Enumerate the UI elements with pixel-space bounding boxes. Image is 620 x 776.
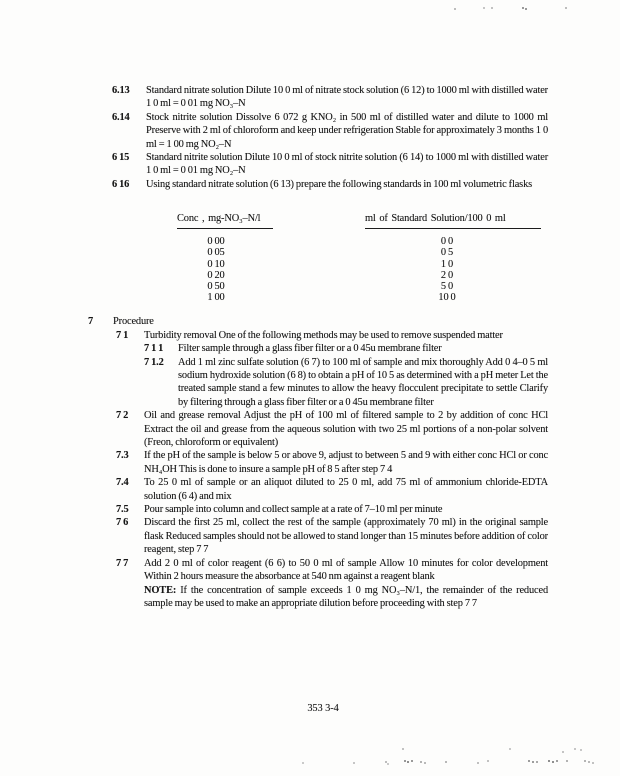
section-number: 7 <box>88 316 94 328</box>
table-col2-header: ml of Standard Solution/100 0 ml <box>365 212 541 229</box>
item-text <box>144 558 548 609</box>
scan-noise-bottom <box>0 0 2 2</box>
item-text: Turbidity removal One of the following methods may be used to remove suspended matter <box>144 329 503 341</box>
list-item <box>116 476 548 503</box>
list-item <box>112 84 548 111</box>
table-cell: 5 0 <box>440 281 454 292</box>
table-column-conc <box>177 212 273 303</box>
item-text-before-note: Add 2 0 ml of color reagent (6 6) to 50 0 ml of sample Allow 10 minutes for color development Within 2 hours measure the absorbance at 540 nm against a reagent blank <box>144 557 548 583</box>
list-item <box>112 111 548 151</box>
list-item <box>116 557 548 611</box>
item-text: Oil and grease removal Adjust the pH of 100 ml of filtered sample to 2 by addition of conc HCl Extract the oil and grease from the aqueous solution with two 25 ml portions of a non-polar solvent (Freon, chloroform or equivalent) <box>144 410 548 449</box>
item-text: Standard nitrite solution Dilute 10 0 ml of stock nitrite solution (6 14) to 1000 ml with distilled water 1 0 ml = 0 01 mg NO₂–N <box>146 152 548 177</box>
table-cell: 10 0 <box>438 292 456 304</box>
list-item <box>116 503 548 516</box>
table-cell: 0 5 <box>440 247 454 259</box>
item-number: 7.3 <box>116 450 129 462</box>
item-text: Standard nitrate solution Dilute 10 0 ml of nitrate stock solution (6 12) to 1000 ml with distilled water 1 0 ml = 0 01 mg NO₃–N <box>146 85 548 110</box>
table-cell: 1 00 <box>207 292 225 304</box>
section-title: Procedure <box>113 316 154 328</box>
table-cell: 0 10 <box>207 258 225 270</box>
table-cell: 1 0 <box>440 258 454 270</box>
item-text: Pour sample into column and collect sample at a rate of 7–10 ml per minute <box>144 504 443 516</box>
list-item <box>112 178 548 191</box>
table-cell: 0 05 <box>207 247 225 259</box>
table-cell: 0 50 <box>207 281 225 292</box>
item-number: 6 16 <box>112 178 130 190</box>
item-number: 7 1 <box>116 329 129 341</box>
table-cell: 0 0 <box>440 236 454 248</box>
list-item <box>144 356 548 410</box>
item-number: 7 1.2 <box>144 356 164 368</box>
page-number: 353 3-4 <box>307 703 339 714</box>
section-heading <box>88 315 548 328</box>
item-number: 7 6 <box>116 517 129 529</box>
item-text: Filter sample through a glass fiber filter or a 0 45u membrane filter <box>178 343 442 355</box>
item-text: Stock nitrite solution Dissolve 6 072 g KNO₂ in 500 ml of distilled water and dilute to 1000 ml Preserve with 2 ml of chloroform and keep under refrigeration Stable for approximately 3 months 1 0 ml = 1 00 mg NO₂–N <box>146 111 548 150</box>
item-number: 7 1 1 <box>144 343 164 355</box>
item-text: Using standard nitrate solution (6 13) prepare the following standards in 100 ml volumetric flasks <box>146 178 533 190</box>
item-number: 6.13 <box>112 85 130 96</box>
item-text: Discard the first 25 ml, collect the rest of the sample (approximately 70 ml) in the original sample flask Reduced samples should not be allowed to stand longer than 15 minutes before addition of color reagent, step 7 7 <box>144 517 548 556</box>
item-number: 7.4 <box>116 477 129 489</box>
list-item <box>144 342 548 355</box>
list-item <box>116 516 548 556</box>
table-col1-header: Conc , mg-NO₃–N/l <box>177 212 273 229</box>
item-text: If the pH of the sample is below 5 or above 9, adjust to between 5 and 9 with either conc HCl or conc NH₄OH This is done to insure a sample pH of 8 5 after step 7 4 <box>144 450 548 475</box>
item-number: 7.5 <box>116 504 129 516</box>
item-text: To 25 0 ml of sample or an aliquot diluted to 25 0 ml, add 75 ml of ammonium chloride-EDTA solution (6 4) and mix <box>144 477 548 502</box>
item-number: 7 7 <box>116 557 129 569</box>
list-item <box>116 449 548 476</box>
note-label: NOTE: <box>144 584 177 596</box>
table-col2-values <box>365 236 541 303</box>
table-cell: 0 20 <box>207 269 225 281</box>
table-column-ml <box>365 212 541 303</box>
standards-table <box>177 212 548 303</box>
item-number: 6 15 <box>112 152 130 164</box>
item-number: 7 2 <box>116 410 129 422</box>
list-item <box>112 151 548 178</box>
table-cell: 2 0 <box>440 269 454 281</box>
list-item <box>116 329 548 342</box>
table-cell: 0 00 <box>207 236 225 248</box>
list-item <box>116 409 548 449</box>
page-body <box>88 84 548 610</box>
table-col1-values <box>177 236 273 303</box>
item-text-after-note: If the concentration of sample exceeds 1 0 mg NO₃–N/1, the remainder of the reduced sample may be used to make an appropriate dilution before proceeding with step 7 7 <box>144 584 548 609</box>
item-text: Add 1 ml zinc sulfate solution (6 7) to 100 ml of sample and mix thoroughly Add 0 4–0 5 ml sodium hydroxide solution (6 8) to obtain a pH of 10 5 as determined with a pH meter Let the treated sample stand a few minutes to allow the heavy flocculent precipitate to settle Clarify by filtering through a glass fiber filter or a 0 45u membrane filter <box>178 356 548 408</box>
item-number: 6.14 <box>112 111 130 123</box>
